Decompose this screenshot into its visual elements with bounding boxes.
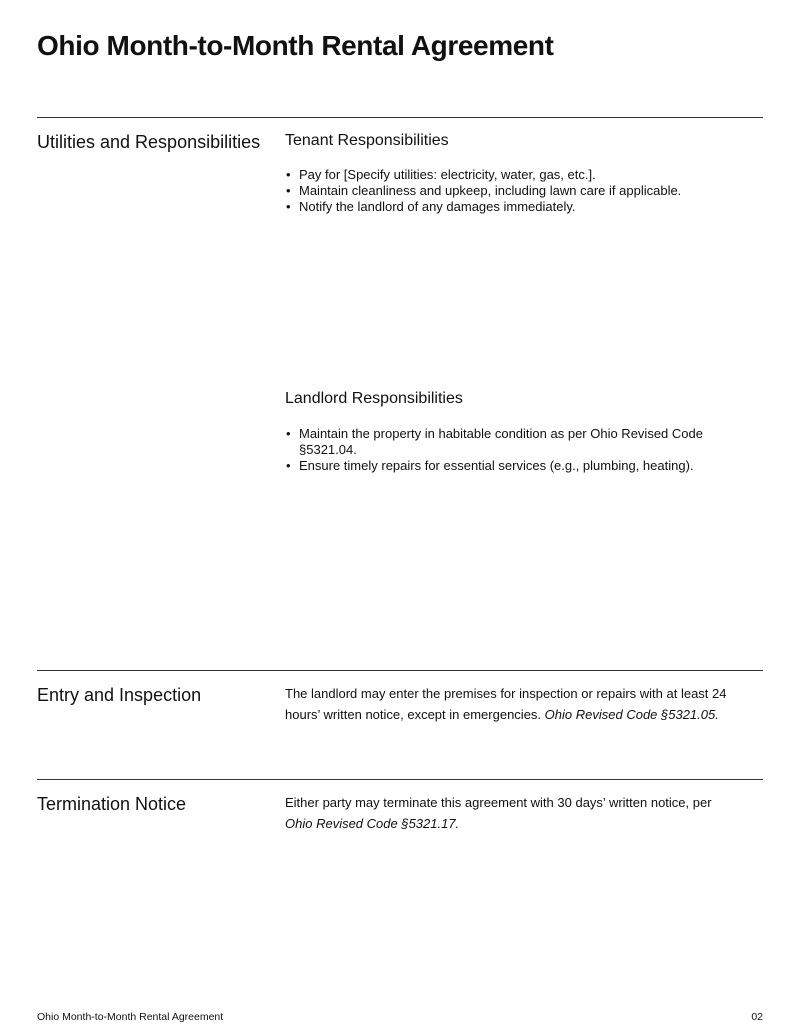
section-divider [37,117,763,118]
list-item: • Notify the landlord of any damages immediately. [285,199,735,215]
list-item: • Maintain the property in habitable condition as per Ohio Revised Code §5321.04. [285,426,725,458]
termination-text: Either party may terminate this agreement with 30 days’ written notice, per [285,795,712,810]
footer-document-label: Ohio Month-to-Month Rental Agreement [37,1011,224,1023]
tenant-responsibilities-list [285,167,735,215]
entry-section-heading: Entry and Inspection [37,685,202,705]
entry-text: The landlord may enter the premises for inspection or repairs with at least 24 hours’ written notice, except in emergencies. [285,686,727,722]
list-item: • Pay for [Specify utilities: electricity, water, gas, etc.]. [285,167,735,183]
entry-paragraph [285,683,755,725]
list-item: • Maintain cleanliness and upkeep, including lawn care if applicable. [285,183,735,199]
entry-citation: Ohio Revised Code §5321.05. [544,707,719,722]
section-divider [37,670,763,671]
termination-section-heading: Termination Notice [37,794,187,814]
tenant-responsibilities-heading: Tenant Responsibilities [285,132,449,149]
termination-citation: Ohio Revised Code §5321.17. [285,816,460,831]
termination-paragraph [285,792,740,834]
section-divider [37,779,763,780]
utilities-section-heading: Utilities and Responsibilities [37,132,261,152]
page-number: 02 [751,1011,763,1023]
landlord-responsibilities-list [285,426,725,474]
document-title: Ohio Month-to-Month Rental Agreement [37,30,554,61]
list-item: • Ensure timely repairs for essential services (e.g., plumbing, heating). [285,458,725,474]
landlord-responsibilities-heading: Landlord Responsibilities [285,390,463,407]
